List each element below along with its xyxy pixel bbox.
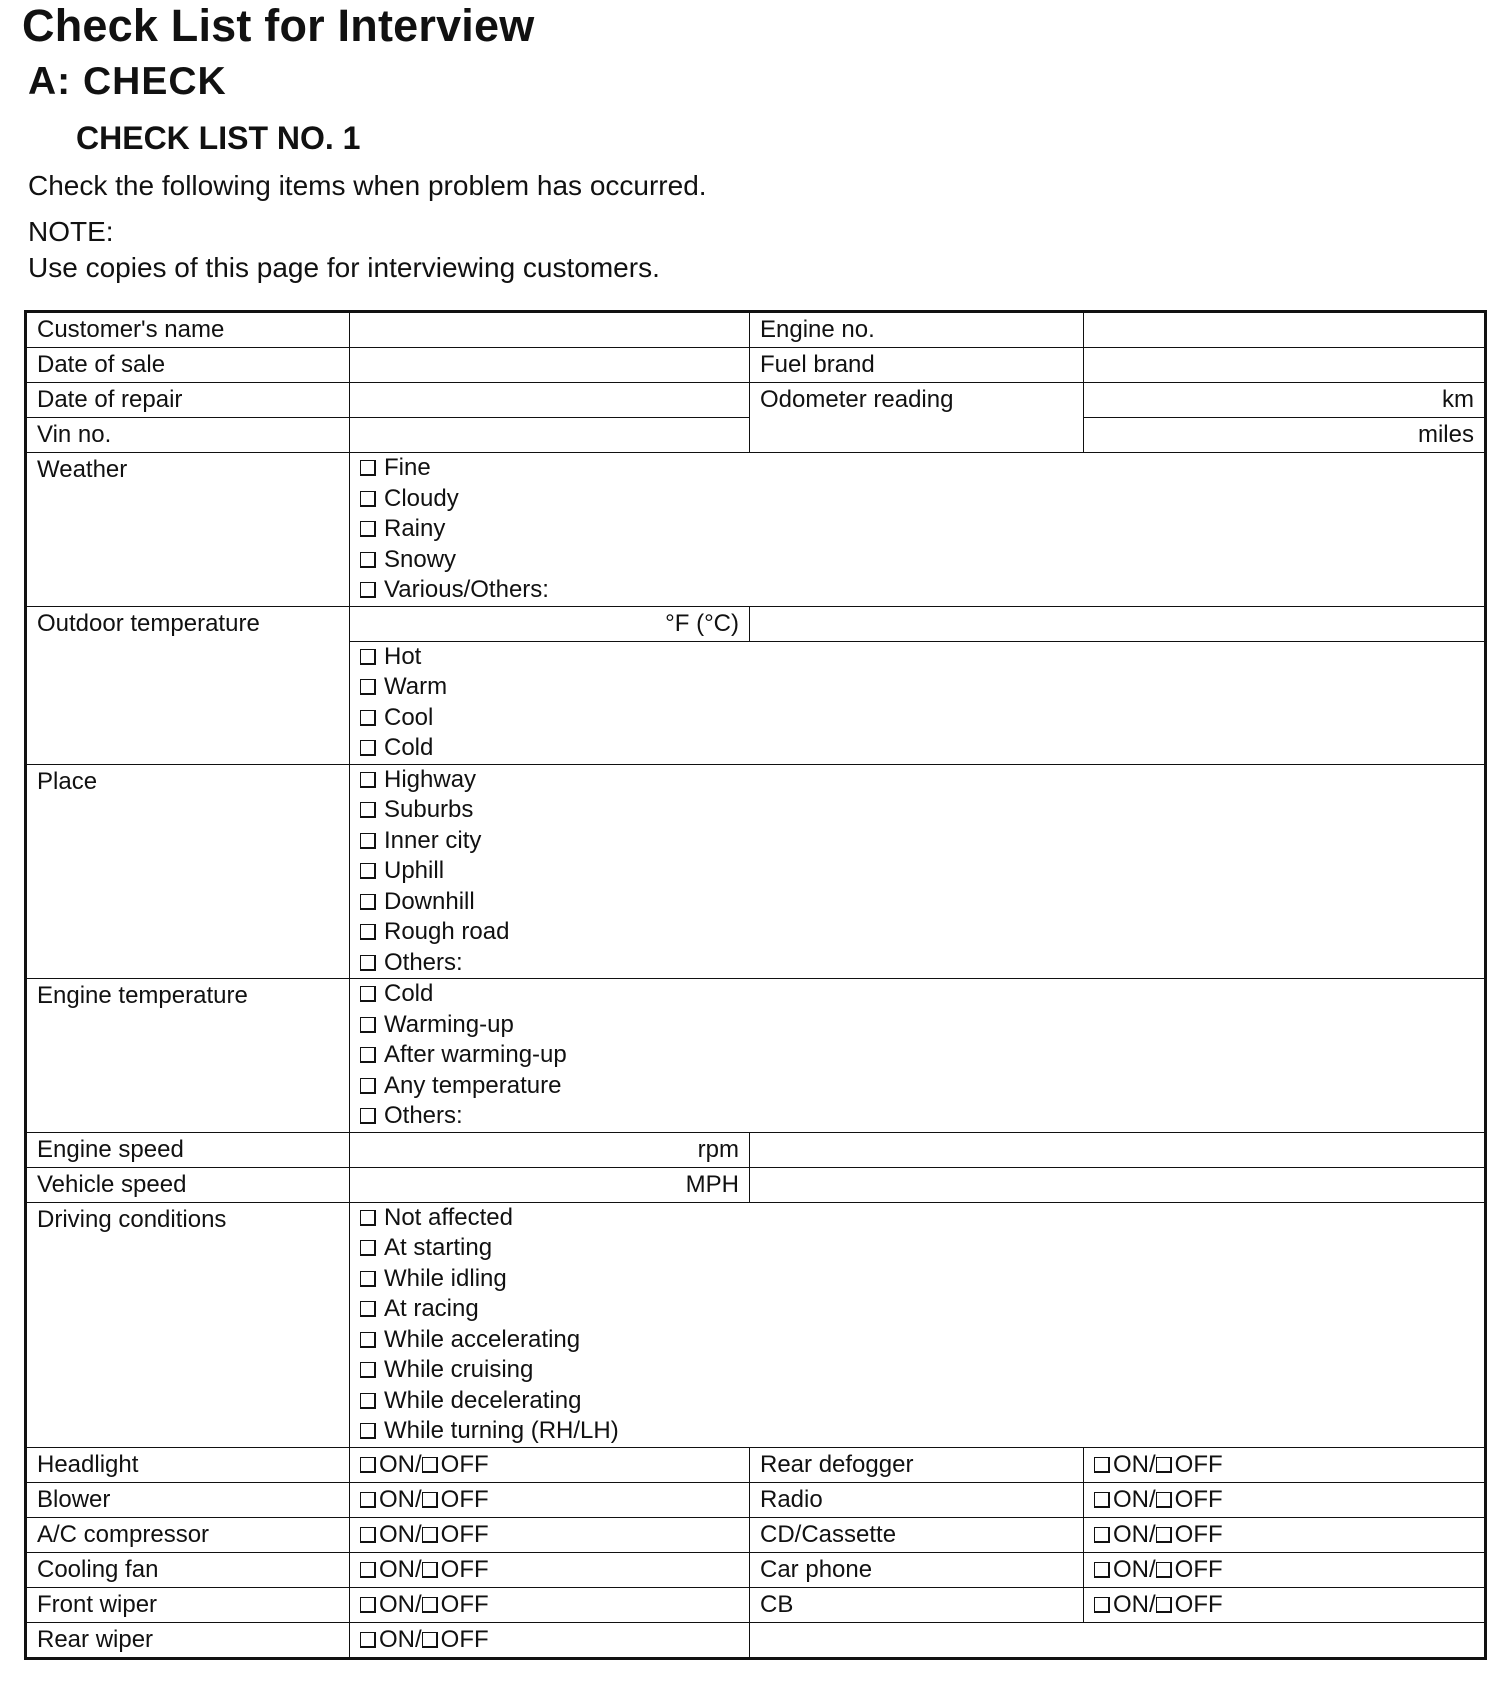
off-checkbox-icon[interactable] [422,1527,438,1543]
checkbox-option[interactable]: While turning (RH/LH) [360,1416,1474,1447]
fuel-brand-field[interactable] [1084,348,1486,383]
outdoor-temperature-extra[interactable] [750,606,1486,641]
section-heading: A: CHECK [28,60,227,103]
on-checkbox-icon[interactable] [1094,1492,1110,1508]
checkbox-option[interactable]: At racing [360,1294,1474,1325]
checkbox-icon[interactable] [360,1210,376,1226]
table-row [26,979,1486,1133]
vehicle-speed-label: Vehicle speed [26,1167,350,1202]
checkbox-option[interactable]: Rough road [360,917,1474,948]
km-unit: km [1442,386,1474,413]
checkbox-option[interactable]: Uphill [360,856,1474,887]
customer-name-label: Customer's name [26,312,350,348]
outdoor-temperature-field[interactable] [350,606,750,641]
checkbox-icon[interactable] [360,1332,376,1348]
checkbox-option[interactable]: Cloudy [360,484,1474,515]
radio-label: Radio [750,1482,1084,1517]
note-text: Use copies of this page for interviewing customers. [28,252,660,283]
rpm-unit: rpm [697,1135,739,1163]
place-label: Place [26,764,350,979]
outdoor-temperature-options [350,641,1486,764]
table-row [26,1552,1486,1587]
checkbox-icon[interactable] [360,521,376,537]
date-of-repair-label: Date of repair [26,383,350,418]
checkbox-icon[interactable] [360,1240,376,1256]
checkbox-option[interactable]: Downhill [360,887,1474,918]
checkbox-option[interactable]: Highway [360,765,1474,796]
vin-no-field[interactable] [350,418,750,453]
off-checkbox-icon[interactable] [422,1632,438,1648]
table-row [26,1447,1486,1482]
checkbox-icon[interactable] [360,1108,376,1124]
miles-unit: miles [1417,421,1474,448]
on-checkbox-icon[interactable] [360,1457,376,1473]
cb-label: CB [750,1587,1084,1622]
checkbox-option[interactable]: Others: [360,1101,1474,1132]
odometer-miles-field[interactable] [1084,418,1486,453]
table-row [26,1622,1486,1658]
table-row [26,1132,1486,1167]
on-checkbox-icon[interactable] [1094,1527,1110,1543]
checkbox-icon[interactable] [360,863,376,879]
table-row [26,453,1486,607]
off-checkbox-icon[interactable] [1156,1527,1172,1543]
note-label: NOTE: [28,216,114,247]
checkbox-icon[interactable] [360,460,376,476]
off-checkbox-icon[interactable] [1156,1562,1172,1578]
page-title: Check List for Interview [22,0,535,51]
checkbox-option[interactable]: Hot [360,642,1474,673]
checkbox-option[interactable]: While decelerating [360,1386,1474,1417]
checkbox-option[interactable]: Warm [360,672,1474,703]
table-row [26,1202,1486,1447]
temperature-unit: °F (°C) [665,609,739,637]
front-wiper-label: Front wiper [26,1587,350,1622]
off-checkbox-icon[interactable] [422,1562,438,1578]
blower-label: Blower [26,1482,350,1517]
checkbox-icon[interactable] [360,894,376,910]
engine-speed-extra[interactable] [750,1132,1486,1167]
checkbox-icon[interactable] [360,986,376,1002]
checkbox-icon[interactable] [360,1271,376,1287]
cd-cassette-label: CD/Cassette [750,1517,1084,1552]
engine-temperature-options [350,979,1486,1133]
table-row [26,1517,1486,1552]
table-row [26,312,1486,348]
checkbox-option[interactable]: Various/Others: [360,575,1474,606]
checkbox-option[interactable]: Cool [360,703,1474,734]
ac-compressor-onoff: ON/ OFF [350,1517,750,1552]
engine-no-label: Engine no. [750,312,1084,348]
on-checkbox-icon[interactable] [360,1527,376,1543]
off-checkbox-icon[interactable] [1156,1492,1172,1508]
empty-cell [750,1622,1486,1658]
cd-cassette-onoff: ON/ OFF [1084,1517,1486,1552]
mph-unit: MPH [685,1170,739,1198]
cooling-fan-label: Cooling fan [26,1552,350,1587]
driving-conditions-label: Driving conditions [26,1202,350,1447]
blower-onoff: ON/ OFF [350,1482,750,1517]
checkbox-icon[interactable] [360,772,376,788]
date-of-sale-label: Date of sale [26,348,350,383]
checkbox-option[interactable]: While accelerating [360,1325,1474,1356]
cooling-fan-onoff: ON/ OFF [350,1552,750,1587]
off-checkbox-icon[interactable] [1156,1457,1172,1473]
table-row [26,1587,1486,1622]
off-checkbox-icon[interactable] [422,1457,438,1473]
checkbox-option[interactable]: Snowy [360,545,1474,576]
customer-name-field[interactable] [350,312,750,348]
checkbox-icon[interactable] [360,1423,376,1439]
engine-speed-field[interactable] [350,1132,750,1167]
odometer-km-field[interactable] [1084,383,1486,418]
date-of-repair-field[interactable] [350,383,750,418]
checkbox-option[interactable]: Suburbs [360,795,1474,826]
checkbox-icon[interactable] [360,1017,376,1033]
checkbox-icon[interactable] [360,679,376,695]
table-row [26,1482,1486,1517]
checkbox-option[interactable]: After warming-up [360,1040,1474,1071]
checkbox-icon[interactable] [360,833,376,849]
checkbox-option[interactable]: Any temperature [360,1071,1474,1102]
rear-defogger-label: Rear defogger [750,1447,1084,1482]
car-phone-onoff: ON/ OFF [1084,1552,1486,1587]
on-checkbox-icon[interactable] [360,1597,376,1613]
checkbox-option[interactable]: While cruising [360,1355,1474,1386]
weather-options [350,453,1486,607]
checkbox-icon[interactable] [360,710,376,726]
checkbox-icon[interactable] [360,1078,376,1094]
outdoor-temperature-label: Outdoor temperature [26,606,350,764]
engine-no-field[interactable] [1084,312,1486,348]
odometer-label: Odometer reading [750,383,1084,453]
cb-onoff: ON/ OFF [1084,1587,1486,1622]
checkbox-option[interactable]: Fine [360,453,1474,484]
car-phone-label: Car phone [750,1552,1084,1587]
checkbox-icon[interactable] [360,649,376,665]
checkbox-option[interactable]: Warming-up [360,1010,1474,1041]
headlight-onoff: ON/ OFF [350,1447,750,1482]
checkbox-icon[interactable] [360,491,376,507]
instruction-text: Check the following items when problem has occurred. [28,170,707,201]
on-checkbox-icon[interactable] [1094,1562,1110,1578]
table-row [26,606,1486,641]
table-row [26,383,1486,418]
table-row [26,764,1486,979]
checkbox-icon[interactable] [360,924,376,940]
checkbox-option[interactable]: Cold [360,979,1474,1010]
checkbox-icon[interactable] [360,802,376,818]
radio-onoff: ON/ OFF [1084,1482,1486,1517]
checkbox-icon[interactable] [360,1301,376,1317]
vehicle-speed-extra[interactable] [750,1167,1486,1202]
checkbox-option[interactable]: Not affected [360,1203,1474,1234]
checkbox-icon[interactable] [360,1362,376,1378]
checkbox-icon[interactable] [360,1047,376,1063]
checkbox-icon[interactable] [360,582,376,598]
on-checkbox-icon[interactable] [1094,1457,1110,1473]
on-checkbox-icon[interactable] [360,1632,376,1648]
driving-conditions-options [350,1202,1486,1447]
ac-compressor-label: A/C compressor [26,1517,350,1552]
checkbox-option[interactable]: While idling [360,1264,1474,1295]
weather-label: Weather [26,453,350,607]
engine-temperature-label: Engine temperature [26,979,350,1133]
checkbox-option[interactable]: Cold [360,733,1474,764]
vehicle-speed-field[interactable] [350,1167,750,1202]
rear-wiper-label: Rear wiper [26,1622,350,1658]
checkbox-option[interactable]: Rainy [360,514,1474,545]
rear-wiper-onoff: ON/ OFF [350,1622,750,1658]
on-checkbox-icon[interactable] [360,1562,376,1578]
checkbox-icon[interactable] [360,1393,376,1409]
rear-defogger-onoff: ON/ OFF [1084,1447,1486,1482]
place-options [350,764,1486,979]
table-row [26,1167,1486,1202]
off-checkbox-icon[interactable] [1156,1597,1172,1613]
on-checkbox-icon[interactable] [1094,1597,1110,1613]
checkbox-option[interactable]: Inner city [360,826,1474,857]
table-row [26,348,1486,383]
interview-form [24,310,1487,1660]
checkbox-option[interactable]: Others: [360,948,1474,979]
fuel-brand-label: Fuel brand [750,348,1084,383]
vin-no-label: Vin no. [26,418,350,453]
off-checkbox-icon[interactable] [422,1597,438,1613]
checkbox-option[interactable]: At starting [360,1233,1474,1264]
checkbox-icon[interactable] [360,552,376,568]
on-checkbox-icon[interactable] [360,1492,376,1508]
date-of-sale-field[interactable] [350,348,750,383]
checkbox-icon[interactable] [360,740,376,756]
subsection-heading: CHECK LIST NO. 1 [76,120,361,156]
off-checkbox-icon[interactable] [422,1492,438,1508]
checkbox-icon[interactable] [360,955,376,971]
engine-speed-label: Engine speed [26,1132,350,1167]
headlight-label: Headlight [26,1447,350,1482]
front-wiper-onoff: ON/ OFF [350,1587,750,1622]
